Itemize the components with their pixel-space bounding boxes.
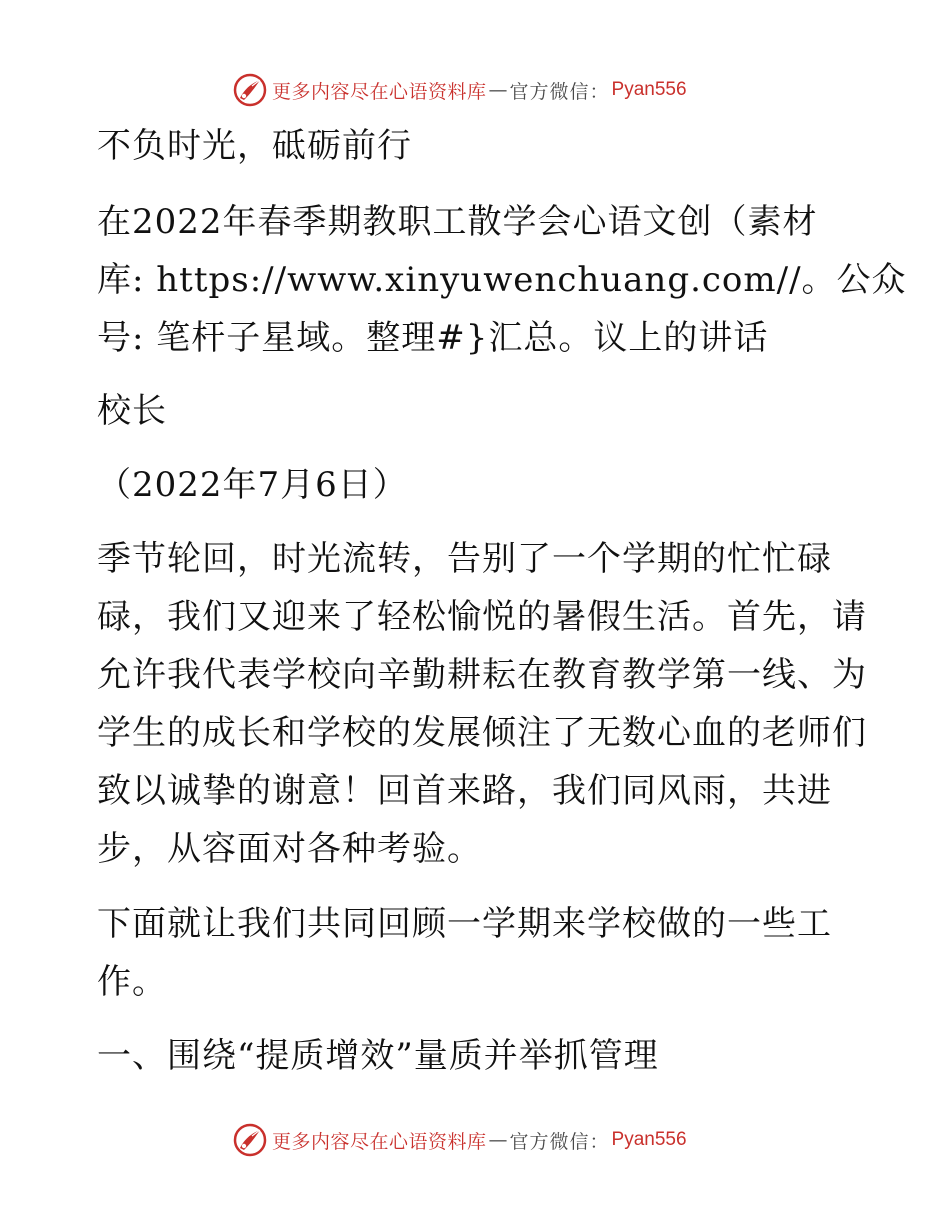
footer-banner[interactable] xyxy=(232,1120,687,1160)
footer-banner-wechat-id: Pyan556 xyxy=(611,1129,687,1150)
body-paragraph-2 xyxy=(97,895,857,1011)
header-banner-dash: — xyxy=(488,79,508,101)
footer-banner-official-label: 官方微信： xyxy=(509,1130,610,1153)
intro-line: 在2022年春季期教职工散学会心语文创（素材 xyxy=(97,202,818,242)
document-title: 不负时光，砥砺前行 xyxy=(97,126,412,166)
paragraph-line: 学生的成长和学校的发展倾注了无数心血的老师们 xyxy=(97,713,867,753)
header-banner[interactable] xyxy=(232,70,687,110)
pen-nib-logo-icon xyxy=(232,1122,268,1158)
intro-line: 库: https://www.xinyuwenchuang.com//。公众 xyxy=(97,260,907,300)
intro-line: 号: 笔杆子星域。整理#}汇总。议上的讲话 xyxy=(97,318,769,358)
pen-nib-logo-icon xyxy=(232,72,268,108)
footer-banner-title: 更多内容尽在心语资料库 xyxy=(272,1130,487,1153)
paragraph-line: 步，从容面对各种考验。 xyxy=(97,829,482,869)
speaker-line: 校长 xyxy=(97,391,167,431)
header-banner-official-label: 官方微信： xyxy=(509,80,610,103)
header-banner-title: 更多内容尽在心语资料库 xyxy=(272,80,487,103)
paragraph-line: 允许我代表学校向辛勤耕耘在教育教学第一线、为 xyxy=(97,655,867,695)
paragraph-line: 季节轮回，时光流转，告别了一个学期的忙忙碌 xyxy=(97,539,832,579)
header-banner-wechat-id: Pyan556 xyxy=(611,79,687,100)
paragraph-line: 下面就让我们共同回顾一学期来学校做的一些工 xyxy=(97,904,832,944)
paragraph-line: 致以诚挚的谢意！回首来路，我们同风雨，共进 xyxy=(97,771,832,811)
date-line: （2022年7月6日） xyxy=(97,465,408,505)
body-paragraph-1 xyxy=(97,530,867,878)
paragraph-line: 作。 xyxy=(97,962,167,1002)
footer-banner-dash: — xyxy=(488,1129,508,1151)
intro-paragraph xyxy=(97,193,907,367)
paragraph-line: 碌，我们又迎来了轻松愉悦的暑假生活。首先，请 xyxy=(97,597,867,637)
section-heading-1: 一、围绕“提质增效”量质并举抓管理 xyxy=(97,1036,659,1076)
